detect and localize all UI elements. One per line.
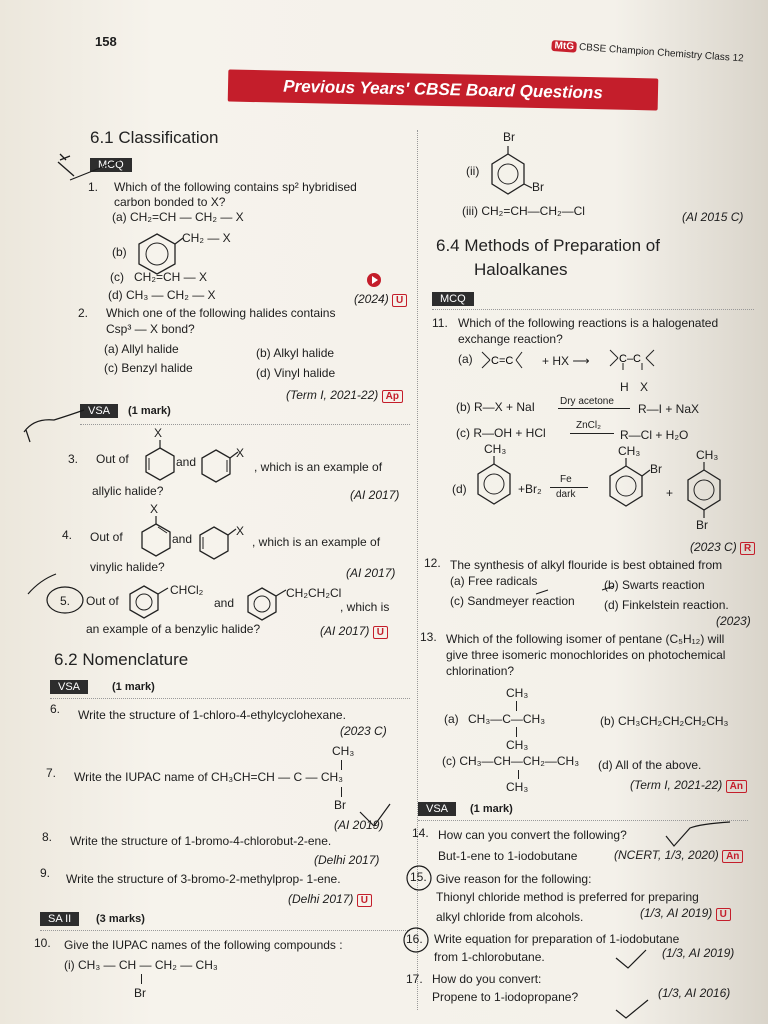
q13-number: 13.: [420, 630, 437, 644]
q17-text-line2: Propene to 1-iodopropane?: [432, 990, 579, 1004]
q15-source: (1/3, AI 2019) U: [640, 906, 731, 921]
q1-option-c-label: (c): [110, 270, 124, 284]
brand-text: CBSE Champion Chemistry Class 12: [578, 41, 745, 65]
q13-c-sub: CH₃: [506, 780, 529, 794]
q8-text: Write the structure of 1-bromo-4-chlorobut-2-ene.: [70, 834, 332, 848]
q13-source: (Term I, 2021-22) An: [630, 778, 747, 793]
svg-text:C=C: C=C: [491, 355, 514, 367]
q5-text-out-of: Out of: [86, 594, 119, 608]
q6-text: Write the structure of 1-chloro-4-ethylcyclohexane.: [78, 708, 346, 722]
q11-option-a-label: (a): [458, 352, 473, 366]
section-6-4-title-line1: 6.4 Methods of Preparation of: [436, 236, 660, 255]
q1-option-b-substituent: CH₂ — X: [182, 231, 231, 245]
q11-d-ch3: CH₃: [484, 442, 507, 456]
q2-option-b: (b) Alkyl halide: [256, 346, 335, 360]
q11-c-product: R—Cl + H₂O: [620, 428, 689, 442]
q14-text-line1: How can you convert the following?: [438, 828, 627, 842]
q6-source: (2023 C): [340, 724, 387, 738]
q5-source: (AI 2017) U: [320, 624, 388, 639]
q1-option-a: (a) CH₂=CH — CH₂ — X: [112, 210, 244, 224]
q1-option-b-label: (b): [112, 245, 127, 259]
page-number: 158: [95, 34, 117, 49]
application-tag: Ap: [382, 390, 403, 403]
q11-a-h: H: [620, 380, 629, 394]
q3-number: 3.: [68, 452, 79, 466]
q4-text-out-of: Out of: [90, 530, 123, 544]
q13-text-line3: chlorination?: [446, 664, 515, 678]
q9-source: (Delhi 2017) U: [288, 892, 372, 907]
q11-source: (2023 C) R: [690, 540, 755, 555]
q11-d-p1-br: Br: [650, 462, 662, 476]
q15-text-line3: alkyl chloride from alcohols.: [436, 910, 584, 924]
q11-d-p2-br: Br: [696, 518, 708, 532]
q12-option-c: (c) Sandmeyer reaction: [450, 594, 575, 608]
q2-source: (Term I, 2021-22) Ap: [286, 388, 403, 403]
q15-text-line1: Give reason for the following:: [436, 872, 592, 886]
q8-source: (Delhi 2017): [314, 853, 380, 867]
q3-x-label-2: X: [236, 446, 245, 460]
vsa-tag: VSA: [80, 404, 118, 418]
q1-number: 1.: [88, 180, 99, 194]
q11-a-x: X: [640, 380, 649, 394]
q11-option-a-plus: + HX ⟶: [542, 354, 590, 368]
section-banner: Previous Years' CBSE Board Questions: [228, 70, 659, 111]
q6-number: 6.: [50, 702, 61, 716]
section-6-1-title: 6.1 Classification: [90, 128, 219, 147]
analysis-tag: An: [722, 850, 743, 863]
sa2-tag: SA II: [40, 912, 79, 926]
q10-number: 10.: [34, 936, 51, 950]
q11-option-b: (b) R—X + NaI: [456, 400, 536, 414]
q5-group-1: CHCl₂: [170, 583, 204, 597]
q4-number: 4.: [62, 528, 73, 542]
q4-source: (AI 2017): [346, 566, 396, 580]
q11-option-d-label: (d): [452, 482, 467, 496]
q14-text-line2: But-1-ene to 1-iodobutane: [438, 849, 578, 863]
section-6-2-title: 6.2 Nomenclature: [54, 650, 189, 669]
q15-number: 15.: [410, 870, 427, 884]
q1-option-c: CH₂=CH — X: [134, 270, 208, 284]
sa2-marks: (3 marks): [96, 913, 145, 925]
iii-source: (AI 2015 C): [682, 210, 744, 224]
q5-text-benzylic: an example of a benzylic halide?: [86, 622, 261, 636]
q11-d-br2: +Br₂: [518, 482, 542, 496]
q11-text-line1: Which of the following reactions is a halogenated: [458, 316, 719, 330]
q1-text-line1: Which of the following contains sp² hybridised: [114, 180, 357, 194]
vsa-tag-2: VSA: [50, 680, 88, 694]
q11-d-condition: dark: [556, 489, 576, 500]
vsa-marks: (1 mark): [128, 405, 171, 417]
q11-text-line2: exchange reaction?: [458, 332, 563, 346]
ii-br-top: Br: [503, 130, 515, 144]
q4-text-vinylic: vinylic halide?: [90, 560, 165, 574]
understanding-tag: U: [357, 894, 372, 907]
q3-text-out-of: Out of: [96, 452, 129, 466]
q13-option-d: (d) All of the above.: [598, 758, 702, 772]
q11-number: 11.: [432, 316, 448, 330]
q11-d-p1-ch3: CH₃: [618, 444, 641, 458]
q11-c-reagent: ZnCl₂: [576, 420, 601, 431]
q1-source: (2024) U: [354, 292, 407, 307]
q4-text-which: , which is an example of: [252, 535, 381, 549]
q7-text: Write the IUPAC name of CH₃CH=CH — C — CH₃: [74, 770, 344, 784]
q1-option-d: (d) CH₃ — CH₂ — X: [108, 288, 216, 302]
q16-number: 16.: [406, 932, 423, 946]
q3-text-which: , which is an example of: [254, 460, 383, 474]
mcq-tag-2: MCQ: [432, 292, 474, 306]
q11-d-p2-ch3: CH₃: [696, 448, 719, 462]
section-6-4-title-line2: Haloalkanes: [474, 260, 568, 279]
q9-number: 9.: [40, 866, 51, 880]
q9-text: Write the structure of 3-bromo-2-methylprop- 1-ene.: [66, 872, 341, 886]
q12-number: 12.: [424, 556, 441, 570]
brand-logo: MtG: [551, 40, 577, 53]
q13-option-c: (c) CH₃—CH—CH₂—CH₃: [442, 754, 580, 768]
q12-option-a: (a) Free radicals: [450, 574, 538, 588]
q11-d-catalyst: Fe: [560, 474, 572, 485]
q7-bottom-group: Br: [334, 798, 346, 812]
q17-source: (1/3, AI 2016): [658, 986, 731, 1000]
q12-option-d: (d) Finkelstein reaction.: [604, 598, 729, 612]
q7-source: (AI 2019): [334, 818, 384, 832]
q2-option-a: (a) Allyl halide: [104, 342, 179, 356]
vsa-tag-3: VSA: [418, 802, 456, 816]
q11-b-product: R—I + NaX: [638, 402, 700, 416]
q5-text-and: and: [214, 596, 235, 610]
understanding-tag: U: [373, 626, 388, 639]
understanding-tag: U: [392, 294, 407, 307]
q13-option-a-label: (a): [444, 712, 459, 726]
q12-option-b: (b) Swarts reaction: [604, 578, 705, 592]
q4-x-label: X: [150, 502, 159, 516]
q3-text-and: and: [176, 455, 197, 469]
q2-text-line2: Csp³ — X bond?: [106, 322, 195, 336]
q14-number: 14.: [412, 826, 429, 840]
q13-option-b: (b) CH₃CH₂CH₂CH₂CH₃: [600, 714, 729, 728]
q4-text-and: and: [172, 532, 193, 546]
q2-option-d: (d) Vinyl halide: [256, 366, 336, 380]
q2-number: 2.: [78, 306, 89, 320]
q12-text: The synthesis of alkyl flouride is best obtained from: [450, 558, 723, 572]
q17-text-line1: How do you convert:: [432, 972, 542, 986]
q11-b-reagent: Dry acetone: [560, 396, 614, 407]
q5-text-which: , which is: [340, 600, 390, 614]
remember-tag: R: [740, 542, 755, 555]
q4-x-label-2: X: [236, 524, 245, 538]
q15-text-line2: Thionyl chloride method is preferred for preparing: [436, 890, 699, 904]
q13-text-line2: give three isomeric monochlorides on photochemical: [446, 648, 726, 662]
analysis-tag: An: [726, 780, 747, 793]
q5-number: 5.: [60, 594, 71, 608]
q7-number: 7.: [46, 766, 57, 780]
iii-compound: (iii) CH₂=CH—CH₂—Cl: [462, 204, 585, 218]
q2-text-line1: Which one of the following halides contains: [106, 306, 336, 320]
q16-text-line1: Write equation for preparation of 1-iodobutane: [434, 932, 680, 946]
q12-source: (2023): [716, 614, 751, 628]
q16-source: (1/3, AI 2019): [662, 946, 735, 960]
q3-x-label: X: [154, 426, 163, 440]
q3-text-allylic: allylic halide?: [92, 484, 164, 498]
q13-a-bottom: CH₃: [506, 738, 529, 752]
q10-part-i: (i) CH₃ — CH — CH₂ — CH₃: [64, 958, 218, 972]
svg-text:C–C: C–C: [619, 353, 642, 365]
q13-a-mid: CH₃—C—CH₃: [468, 712, 546, 726]
q13-a-top: CH₃: [506, 686, 529, 700]
q3-source: (AI 2017): [350, 488, 400, 502]
q7-top-group: CH₃: [332, 744, 355, 758]
vsa-marks-2: (1 mark): [112, 681, 155, 693]
q14-source: (NCERT, 1/3, 2020) An: [614, 848, 743, 863]
mcq-tag: MCQ: [90, 158, 132, 172]
q5-group-2: CH₂CH₂Cl: [286, 586, 342, 600]
ii-br-bottom: Br: [532, 180, 544, 194]
q13-text-line1: Which of the following isomer of pentane (C₅H₁₂) will: [446, 632, 725, 646]
q17-number: 17.: [406, 972, 423, 986]
understanding-tag: U: [716, 908, 731, 921]
q2-option-c: (c) Benzyl halide: [104, 361, 193, 375]
q16-text-line2: from 1-chlorobutane.: [434, 950, 545, 964]
q10-text: Give the IUPAC names of the following compounds :: [64, 938, 343, 952]
q11-option-c: (c) R—OH + HCl: [456, 426, 546, 440]
q10-part-i-substituent: Br: [134, 986, 146, 1000]
q11-d-plus: +: [666, 486, 674, 500]
ii-label: (ii): [466, 164, 480, 178]
vsa-marks-3: (1 mark): [470, 803, 513, 815]
q8-number: 8.: [42, 830, 53, 844]
q1-text-line2: carbon bonded to X?: [114, 195, 226, 209]
